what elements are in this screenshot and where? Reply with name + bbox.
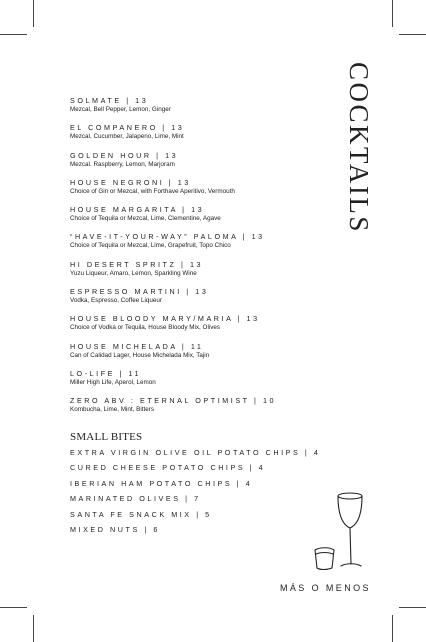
- list-item: [70, 260, 340, 287]
- list-item: [70, 314, 340, 341]
- item-description: Yuzu Liqueur, Amaro, Lemon, Sparkling Wine: [70, 269, 197, 277]
- item-name: LO-LIFE | 11: [70, 368, 142, 378]
- list-item: [70, 123, 340, 150]
- list-item: [70, 369, 340, 396]
- small-bites-list: [70, 448, 320, 540]
- list-item: [70, 287, 340, 314]
- list-item: SANTA FE SNACK MIX | 5: [70, 509, 212, 519]
- logo: MÁS O MENOS: [280, 583, 371, 593]
- list-item: [70, 151, 340, 178]
- item-description: Choice of Gin or Mezcal, with Forthave Aperitivo, Vermouth: [70, 187, 235, 195]
- glasses-illustration-icon: [310, 490, 370, 575]
- crop-mark: [399, 607, 426, 608]
- crop-mark: [33, 0, 34, 27]
- list-item: [70, 342, 340, 369]
- crop-mark: [399, 34, 426, 35]
- list-item: MIXED NUTS | 6: [70, 524, 160, 534]
- list-item: [70, 178, 340, 205]
- list-item: [70, 232, 340, 259]
- crop-mark: [392, 615, 393, 642]
- item-name: HOUSE MARGARITA | 13: [70, 205, 205, 215]
- item-name: SOLMATE | 13: [70, 96, 149, 105]
- item-description: Mezcal, Cucumber, Jalapeno, Lime, Mint: [70, 133, 184, 141]
- crop-mark: [33, 615, 34, 642]
- list-item: MARINATED OLIVES | 7: [70, 494, 201, 504]
- list-item: IBERIAN HAM POTATO CHIPS | 4: [70, 478, 253, 488]
- section-title: SMALL BITES: [70, 431, 143, 443]
- item-description: Mezcal, Bell Pepper, Lemon, Ginger: [70, 106, 171, 113]
- crop-mark: [0, 607, 27, 608]
- item-description: Kombucha, Lime, Mint, Bitters: [70, 406, 154, 414]
- item-name: “HAVE-IT-YOUR-WAY” PALOMA | 13: [70, 232, 265, 242]
- item-name: ZERO ABV : ETERNAL OPTIMIST | 10: [70, 396, 277, 406]
- item-description: Choice of Tequila or Mezcal, Lime, Grapefruit, Topo Chico: [70, 242, 231, 250]
- crop-mark: [0, 34, 27, 35]
- item-name: HI DESERT SPRITZ | 13: [70, 259, 204, 269]
- item-description: Choice of Tequila or Mezcal, Lime, Clementine, Agave: [70, 215, 221, 223]
- list-item: [70, 205, 340, 232]
- item-name: EL COMPANERO | 13: [70, 123, 185, 133]
- item-name: ESPRESSO MARTINI | 13: [70, 287, 209, 297]
- cocktail-list: [70, 96, 340, 424]
- item-name: HOUSE MICHELADA | 11: [70, 341, 204, 351]
- page-title: COCKTAILS: [344, 62, 374, 234]
- list-item: [70, 96, 340, 123]
- list-item: CURED CHEESE POTATO CHIPS | 4: [70, 463, 266, 473]
- item-name: HOUSE BLOODY MARY/MARIA | 13: [70, 314, 260, 324]
- item-description: Mezcal. Raspberry, Lemon, Marjoram: [70, 160, 175, 168]
- item-name: GOLDEN HOUR | 13: [70, 150, 179, 160]
- item-name: HOUSE NEGRONI | 13: [70, 177, 191, 187]
- item-description: Miller High Life, Aperol, Lemon: [70, 378, 156, 386]
- crop-mark: [392, 0, 393, 27]
- item-description: Choice of Vodka or Tequila, House Bloody Mix, Olives: [70, 324, 221, 332]
- item-description: Can of Calidad Lager, House Michelada Mix, Tajin: [70, 351, 210, 359]
- item-description: Vodka, Espresso, Coffee Liqueur: [70, 297, 162, 305]
- list-item: [70, 396, 340, 423]
- list-item: EXTRA VIRGIN OLIVE OIL POTATO CHIPS | 4: [70, 448, 321, 457]
